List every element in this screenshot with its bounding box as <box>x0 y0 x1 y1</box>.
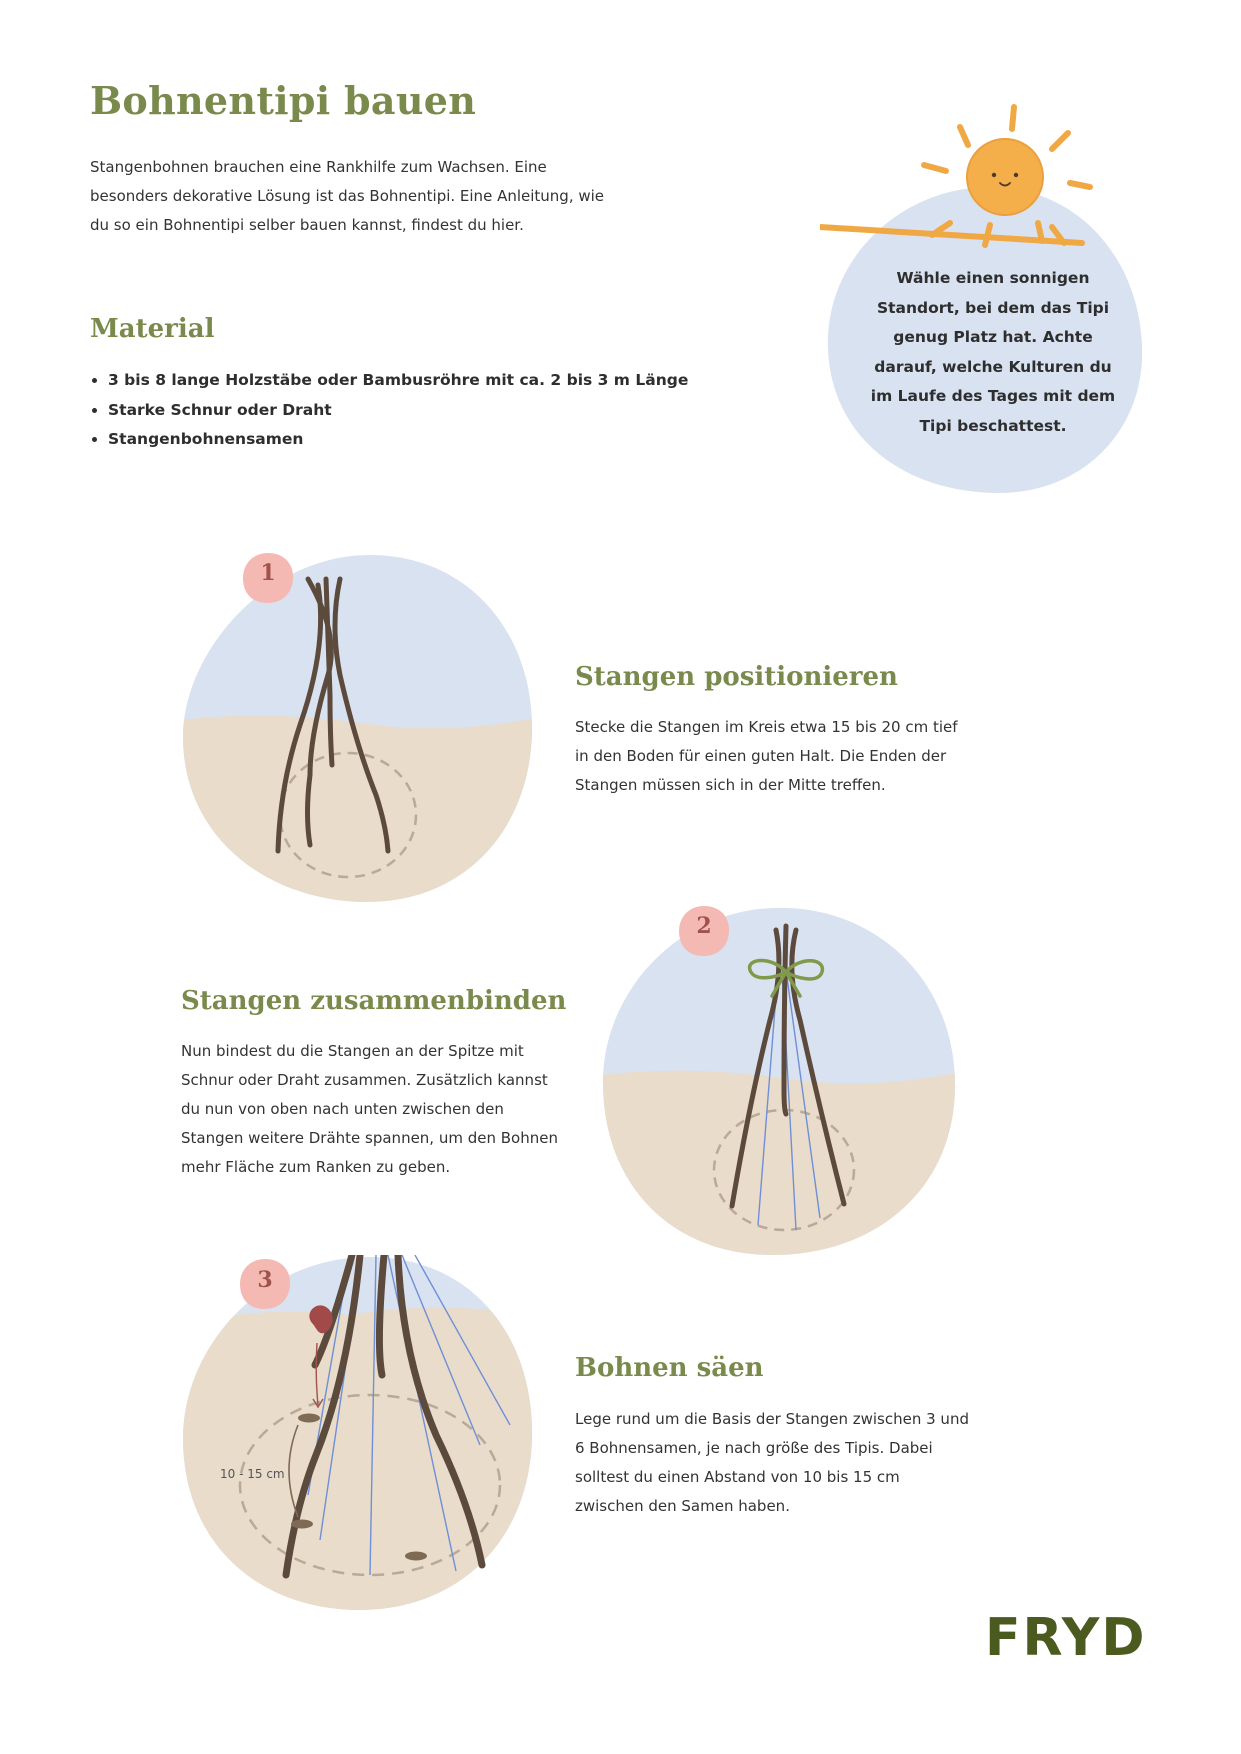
step-2-text: Nun bindest du die Stangen an der Spitze mit Schnur oder Draht zusammen. Zusätzlich kannst du nun von oben nach unten zwischen den Stangen weitere Drähte spannen, um den Bohnen mehr Fläche zum Ranken zu geben. <box>181 1042 558 1176</box>
intro-text: Stangenbohnen brauchen eine Rankhilfe zum Wachsen. Eine besonders dekorative Lösung ist das Bohnentipi. Eine Anleitung, wie du so ein Bohnentipi selber bauen kannst, findest du hier. <box>90 158 605 234</box>
material-item: • Stangenbohnensamen <box>108 425 728 455</box>
material-item: • Starke Schnur oder Draht <box>108 396 728 426</box>
step-1-text: Stecke die Stangen im Kreis etwa 15 bis 20 cm tief in den Boden für einen guten Halt. Die Enden der Stangen müssen sich in der Mitte treffen. <box>575 718 958 794</box>
seed-distance-label: 10 - 15 cm <box>220 1467 285 1481</box>
page-title: Bohnentipi bauen <box>90 78 477 123</box>
step-3-badge-number: 3 <box>257 1267 273 1293</box>
step-2-illustration <box>600 900 960 1260</box>
material-item: • 3 bis 8 lange Holzstäbe oder Bambusröhre mit ca. 2 bis 3 m Länge <box>108 366 728 396</box>
fryd-logo <box>985 1605 1155 1685</box>
step-3-text: Lege rund um die Basis der Stangen zwischen 3 und 6 Bohnensamen, je nach größe des Tipis. Dabei solltest du einen Abstand von 10 bis 15 cm zwischen den Samen haben. <box>575 1410 969 1515</box>
seed-hole <box>291 1520 313 1529</box>
material-heading: Material <box>90 314 215 344</box>
svg-text:FRYD: FRYD <box>985 1608 1147 1668</box>
step-2-heading: Stangen zusammenbinden <box>181 986 567 1016</box>
step-1-badge-number: 1 <box>260 560 276 586</box>
step-1-illustration <box>180 545 540 910</box>
step-1-heading: Stangen positionieren <box>575 662 898 692</box>
material-list <box>90 366 728 455</box>
step-3-illustration <box>180 1255 540 1615</box>
step-3-heading: Bohnen säen <box>575 1353 764 1383</box>
seed-hole <box>405 1552 427 1561</box>
tip-text: Wähle einen sonnigen Standort, bei dem das Tipi genug Platz hat. Achte darauf, welche Kulturen du im Laufe des Tages mit dem Tipi beschattest. <box>870 269 1116 435</box>
seed-hole <box>298 1414 320 1423</box>
step-2-badge-number: 2 <box>696 913 712 939</box>
